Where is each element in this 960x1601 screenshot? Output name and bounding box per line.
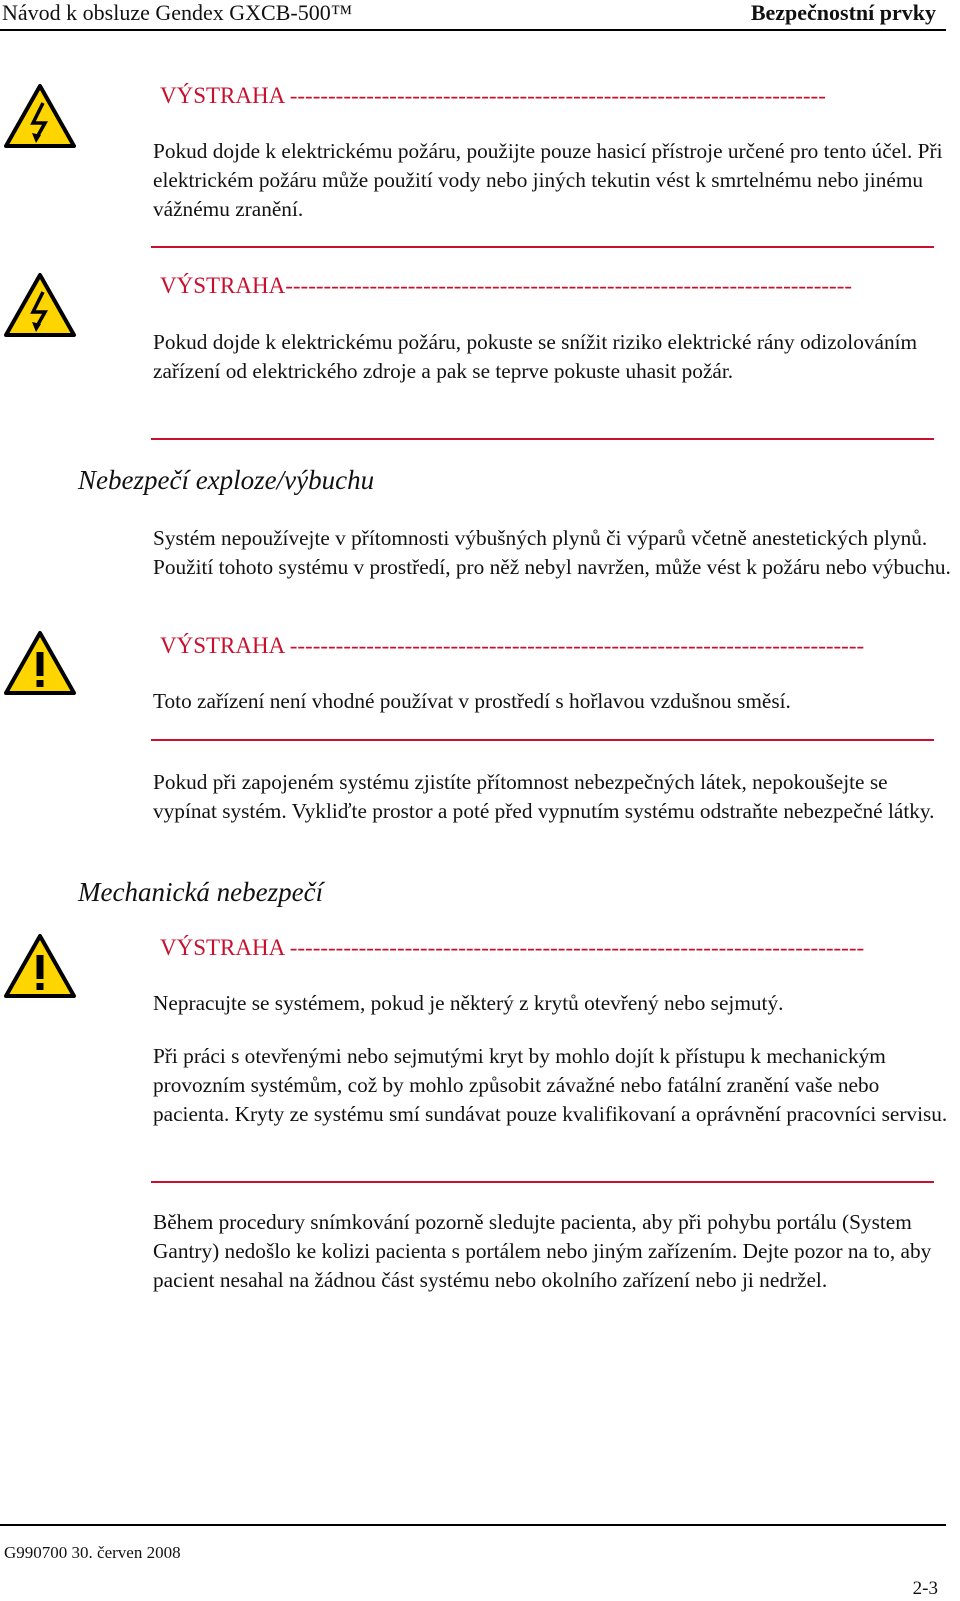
warning-label: VÝSTRAHA ---------------------------------------------------------------------------: [160, 633, 865, 658]
warning-divider: [151, 739, 934, 741]
section-heading: Nebezpečí exploze/výbuchu: [78, 465, 375, 495]
warning-text: Nepracujte se systémem, pokud je některý z krytů otevřený nebo sejmutý.: [153, 991, 784, 1015]
header-document-title: Návod k obsluze Gendex GXCB-500™: [2, 0, 353, 25]
warning-label: VÝSTRAHA ----------------------------------------------------------------------: [160, 83, 826, 108]
warning-divider: [151, 246, 934, 248]
body-text: Během procedury snímkování pozorně sledujte pacienta, aby při pohybu portálu (System Gantry) nedošlo ke kolizi pacienta s portálem nebo jiným zařízením. Dejte pozor na to, aby pacient nesahal na žádnou část systému nebo okolního zařízení nebo ji nedržel.: [153, 1210, 932, 1292]
warning-text: Toto zařízení není vhodné používat v prostředí s hořlavou vzdušnou směsí.: [153, 689, 791, 713]
header-rule: [0, 29, 946, 31]
page-number: 2-3: [912, 1578, 938, 1599]
high-voltage-warning-icon: [3, 272, 77, 338]
warning-label: VÝSTRAHA ---------------------------------------------------------------------------: [160, 935, 865, 960]
high-voltage-warning-icon: [3, 83, 77, 149]
warning-label: VÝSTRAHA--------------------------------------------------------------------------: [160, 273, 853, 298]
body-text: Pokud při zapojeném systému zjistíte přítomnost nebezpečných látek, nepokoušejte se vypínat systém. Vykliďte prostor a poté před vypnutím systému odstraňte nebezpečné látky.: [153, 770, 935, 823]
exclamation-warning-icon: [3, 933, 77, 999]
header-section-title: Bezpečnostní prvky: [750, 0, 936, 25]
body-text: Systém nepoužívejte v přítomnosti výbušných plynů či výparů včetně anestetických plynů. Použití tohoto systému v prostředí, pro něž nebyl navržen, může vést k požáru nebo výbuchu.: [153, 526, 951, 579]
warning-divider: [151, 1181, 934, 1183]
footer-rule: [0, 1524, 946, 1526]
warning-divider: [151, 438, 934, 440]
section-heading: Mechanická nebezpečí: [78, 877, 324, 907]
footer-document-id: G990700 30. červen 2008: [4, 1543, 181, 1562]
exclamation-warning-icon: [3, 630, 77, 696]
warning-text: Pokud dojde k elektrickému požáru, použijte pouze hasicí přístroje určené pro tento účel. Při elektrickém požáru může použití vody nebo jiných tekutin vést k smrtelnému nebo jinému vážnému zranění.: [153, 139, 943, 221]
warning-text: Pokud dojde k elektrickému požáru, pokuste se snížit riziko elektrické rány odizolováním zařízení od elektrického zdroje a pak se teprve pokuste uhasit požár.: [153, 330, 918, 383]
warning-text: Při práci s otevřenými nebo sejmutými kryt by mohlo dojít k přístupu k mechanickým provozním systémům, což by mohlo způsobit závažné nebo fatální zranění vaše nebo pacienta. Kryty ze systému smí sundávat pouze kvalifikovaní a oprávnění pracovníci servisu.: [153, 1044, 948, 1126]
